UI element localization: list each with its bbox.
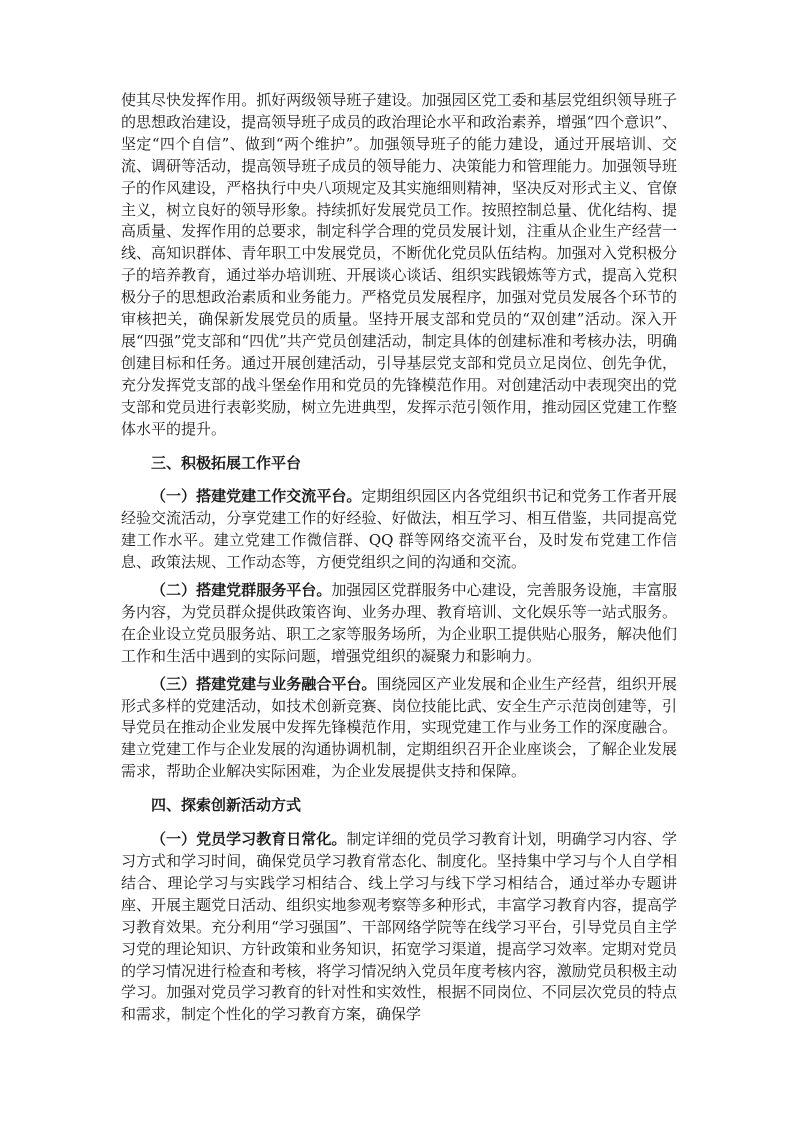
section-4-item-1	[121, 829, 677, 1026]
section-3-item-2-lead: （二）搭建党群服务平台。	[151, 581, 332, 600]
section-3-item-1	[121, 486, 677, 574]
section-4-item-1-body: 制定详细的党员学习教育计划，明确学习内容、学习方式和学习时间，确保党员学习教育常态化、制度化。坚持集中学习与个人自学相结合、理论学习与实践学习相结合、线上学习与线下学习相结合，通过举办专题讲座、开展主题党日活动、组织实地参观考察等多种形式，丰富学习教育内容，提高学习教育效果。充分利用“学习强国”、干部网络学院等在线学习平台，引导党员自主学习党的理论知识、方针政策和业务知识，拓宽学习渠道，提高学习效率。定期对党员的学习情况进行检查和考核，将学习情况纳入党员年度考核内容，激励党员积极主动学习。加强对党员学习教育的针对性和实效性，根据不同岗位、不同层次党员的特点和需求，制定个性化的学习教育方案，确保学	[121, 830, 677, 1024]
section-3-item-3	[121, 674, 677, 784]
section-3-item-1-body: 定期组织园区内各党组织书记和党务工作者开展经验交流活动，分享党建工作的好经验、好做法，相互学习、相互借鉴，共同提高党建工作水平。建立党建工作微信群、QQ 群等网络交流平台，及时发布党建工作信息、政策法规、工作动态等，方便党组织之间的沟通和交流。	[121, 487, 677, 572]
section-3-heading: 三、积极拓展工作平台	[151, 453, 302, 472]
section-4-item-1-lead: （一）党员学习教育日常化。	[151, 830, 347, 849]
section-3-item-2	[121, 580, 677, 668]
section-3-item-1-lead: （一）搭建党建工作交流平台。	[151, 487, 362, 506]
section-3-item-3-body: 围绕园区产业发展和企业生产经营，组织开展形式多样的党建活动，如技术创新竞赛、岗位技能比武、安全生产示范岗创建等，引导党员在推动企业发展中发挥先锋模范作用，实现党建工作与业务工作的深度融合。建立党建工作与企业发展的沟通协调机制，定期组织召开企业座谈会，了解企业发展需求，帮助企业解决实际困难，为企业发展提供支持和保障。	[121, 674, 677, 781]
section-4-heading: 四、探索创新活动方式	[151, 796, 302, 815]
document-page	[121, 90, 677, 1032]
intro-paragraph: 使其尽快发挥作用。抓好两级领导班子建设。加强园区党工委和基层党组织领导班子的思想政治建设，提高领导班子成员的政治理论水平和政治素养，增强“四个意识”、坚定“四个自信”、做到“两个维护”。加强领导班子的能力建设，通过开展培训、交流、调研等活动，提高领导班子成员的领导能力、决策能力和管理能力。加强领导班子的作风建设，严格执行中央八项规定及其实施细则精神，坚决反对形式主义、官僚主义，树立良好的领导形象。持续抓好发展党员工作。按照控制总量、优化结构、提高质量、发挥作用的总要求，制定科学合理的党员发展计划，注重从企业生产经营一线、高知识群体、青年职工中发展党员，不断优化党员队伍结构。加强对入党积极分子的培养教育，通过举办培训班、开展谈心谈话、组织实践锻炼等方式，提高入党积极分子的思想政治素质和业务能力。严格党员发展程序，加强对党员发展各个环节的审核把关，确保新发展党员的质量。坚持开展支部和党员的“双创建”活动。深入开展“四强”党支部和“四优”共产党员创建活动，制定具体的创建标准和考核办法，明确创建目标和任务。通过开展创建活动，引导基层党支部和党员立足岗位、创先争优，充分发挥党支部的战斗堡垒作用和党员的先锋模范作用。对创建活动中表现突出的党支部和党员进行表彰奖励，树立先进典型，发挥示范引领作用，推动园区党建工作整体水平的提升。	[121, 91, 677, 438]
section-3-item-3-lead: （三）搭建党建与业务融合平台。	[151, 674, 377, 693]
section-3-item-2-body: 加强园区党群服务中心建设，完善服务设施，丰富服务内容，为党员群众提供政策咨询、业务办理、教育培训、文化娱乐等一站式服务。在企业设立党员服务站、职工之家等服务场所，为企业职工提供贴心服务，解决他们工作和生活中遇到的实际问题，增强党组织的凝聚力和影响力。	[121, 581, 677, 665]
